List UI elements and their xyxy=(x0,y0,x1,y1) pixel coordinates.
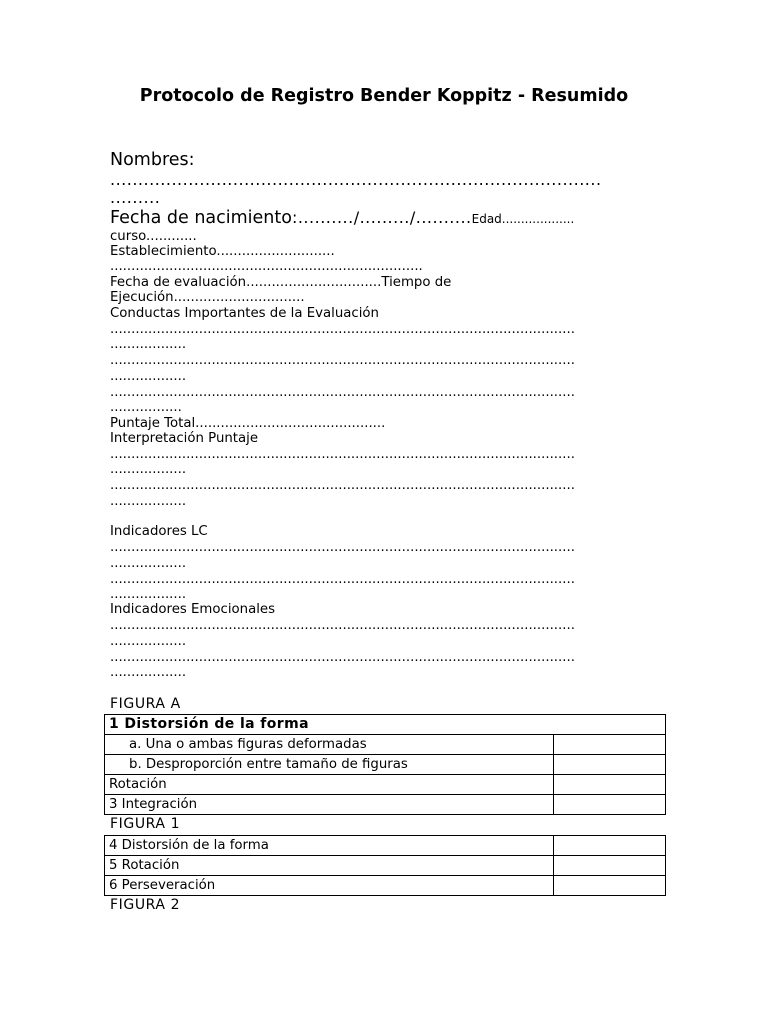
table-row xyxy=(105,836,666,856)
ejecucion-field: Ejecución............................... xyxy=(110,290,305,305)
indicadores-lc-line-3: .............................................................................................................. xyxy=(110,572,575,587)
conductas-line-6: ................. xyxy=(110,400,182,415)
conductas-line-4: .................. xyxy=(110,369,187,384)
figura-2-label: FIGURA 2 xyxy=(110,897,181,913)
score-cell[interactable] xyxy=(554,775,666,795)
score-cell[interactable] xyxy=(554,795,666,815)
conductas-line-5: .............................................................................................................. xyxy=(110,385,575,400)
establecimiento-field: Establecimiento............................ xyxy=(110,244,335,259)
figura-a-row-label: Rotación xyxy=(105,775,554,795)
table-row xyxy=(105,876,666,896)
score-cell[interactable] xyxy=(554,755,666,775)
establecimiento-dots: .......................................................................... xyxy=(110,259,423,274)
indicadores-emocionales-line-1: .............................................................................................................. xyxy=(110,618,575,633)
score-cell[interactable] xyxy=(554,856,666,876)
indicadores-emocionales-line-2: .................. xyxy=(110,634,187,649)
figura-a-row-label: b. Desproporción entre tamaño de figuras xyxy=(105,755,554,775)
table-row xyxy=(105,735,666,755)
table-row xyxy=(105,856,666,876)
figura-1-row-label: 6 Perseveración xyxy=(105,876,554,896)
interpretacion-line-1: .............................................................................................................. xyxy=(110,447,575,462)
interpretacion-label: Interpretación Puntaje xyxy=(110,431,259,446)
figura-a-row-label: 3 Integración xyxy=(105,795,554,815)
table-row xyxy=(105,715,666,735)
figura-1-table xyxy=(104,835,666,896)
conductas-line-3: .............................................................................................................. xyxy=(110,353,575,368)
figura-a-header: 1 Distorsión de la forma xyxy=(105,715,666,735)
indicadores-lc-line-2: .................. xyxy=(110,556,187,571)
puntaje-total-field: Puntaje Total............................................. xyxy=(110,416,386,431)
fecha-nacimiento-label: Fecha de nacimiento xyxy=(110,208,292,228)
fecha-nacimiento-line xyxy=(110,208,574,228)
indicadores-emocionales-label: Indicadores Emocionales xyxy=(110,602,276,617)
fecha-evaluacion-field: Fecha de evaluación................................Tiempo de xyxy=(110,275,452,290)
figura-a-label: FIGURA A xyxy=(110,696,181,712)
conductas-line-1: .............................................................................................................. xyxy=(110,322,575,337)
indicadores-emocionales-line-4: .................. xyxy=(110,665,187,680)
conductas-label: Conductas Importantes de la Evaluación xyxy=(110,306,379,321)
figura-1-row-label: 5 Rotación xyxy=(105,856,554,876)
figura-1-row-label: 4 Distorsión de la forma xyxy=(105,836,554,856)
indicadores-lc-line-1: .............................................................................................................. xyxy=(110,540,575,555)
score-cell[interactable] xyxy=(554,876,666,896)
score-cell[interactable] xyxy=(554,735,666,755)
indicadores-emocionales-line-3: .............................................................................................................. xyxy=(110,650,575,665)
conductas-line-2: .................. xyxy=(110,337,187,352)
figura-1-label: FIGURA 1 xyxy=(110,816,181,832)
nombres-label: Nombres: xyxy=(110,150,195,170)
interpretacion-line-4: .................. xyxy=(110,494,187,509)
interpretacion-line-3: .............................................................................................................. xyxy=(110,478,575,493)
interpretacion-line-2: .................. xyxy=(110,462,187,477)
score-cell[interactable] xyxy=(554,836,666,856)
table-row xyxy=(105,775,666,795)
figura-a-table xyxy=(104,714,666,815)
indicadores-lc-line-4: .................. xyxy=(110,587,187,602)
indicadores-lc-label: Indicadores LC xyxy=(110,524,208,539)
table-row xyxy=(105,795,666,815)
table-row xyxy=(105,755,666,775)
nombres-dots: ........................................................................................ xyxy=(110,170,602,189)
edad-field: Edad................... xyxy=(471,212,575,226)
nombres-dots-cont: ......... xyxy=(110,188,161,207)
fecha-nacimiento-dots: :........../........./.......... xyxy=(291,208,472,227)
curso-field: curso............ xyxy=(110,229,197,244)
document-title: Protocolo de Registro Bender Koppitz - Resumido xyxy=(139,86,629,106)
figura-a-row-label: a. Una o ambas figuras deformadas xyxy=(105,735,554,755)
